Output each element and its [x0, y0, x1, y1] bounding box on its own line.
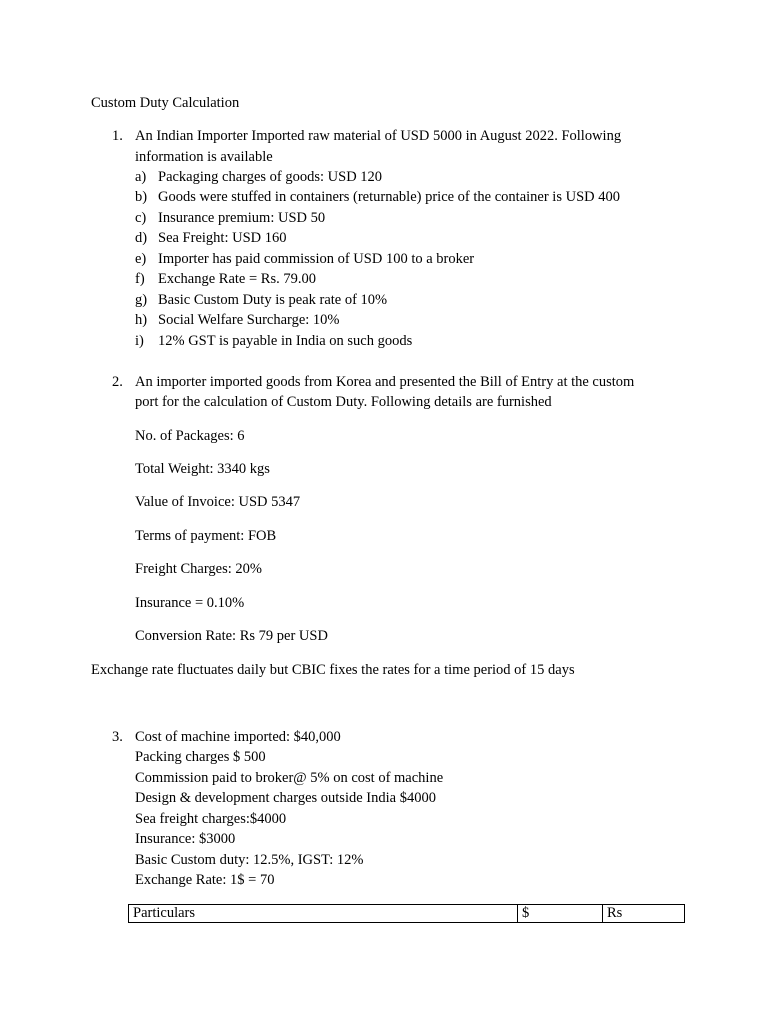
- q2-number: 2.: [112, 374, 123, 390]
- q1-item-text: Importer has paid commission of USD 100 to a broker: [158, 251, 475, 267]
- exchange-rate-note: Exchange rate fluctuates daily but CBIC fixes the rates for a time period of 15 days: [91, 662, 575, 678]
- q1-text-line2: information is available: [135, 149, 273, 165]
- q3-line: Commission paid to broker@ 5% on cost of machine: [135, 770, 444, 786]
- q2-detail: No. of Packages: 6: [135, 428, 245, 444]
- q3-line: Packing charges $ 500: [135, 749, 266, 765]
- q2-detail: Total Weight: 3340 kgs: [135, 461, 270, 477]
- q2-detail: Terms of payment: FOB: [135, 528, 277, 544]
- q1-item-label: b): [135, 189, 148, 205]
- q1-item-text: Packaging charges of goods: USD 120: [158, 169, 383, 185]
- q1-item-label: f): [135, 271, 145, 287]
- q1-item-label: d): [135, 230, 148, 246]
- q1-item-text: Social Welfare Surcharge: 10%: [158, 312, 340, 328]
- q2-detail: Conversion Rate: Rs 79 per USD: [135, 628, 328, 644]
- q3-line: Basic Custom duty: 12.5%, IGST: 12%: [135, 852, 364, 868]
- q1-item-text: Insurance premium: USD 50: [158, 210, 326, 226]
- q2-text-line1: An importer imported goods from Korea and presented the Bill of Entry at the custom: [135, 374, 635, 390]
- q2-detail: Value of Invoice: USD 5347: [135, 494, 301, 510]
- table-header-particulars: Particulars: [129, 905, 518, 923]
- table-header-usd: $: [518, 905, 603, 923]
- q1-text-line1: An Indian Importer Imported raw material of USD 5000 in August 2022. Following: [135, 128, 622, 144]
- q1-item-text: Sea Freight: USD 160: [158, 230, 287, 246]
- q1-item-text: 12% GST is payable in India on such goods: [158, 333, 413, 349]
- q1-item-label: c): [135, 210, 147, 226]
- document-title: Custom Duty Calculation: [91, 95, 240, 111]
- q3-line: Insurance: $3000: [135, 831, 236, 847]
- q2-detail: Freight Charges: 20%: [135, 561, 262, 577]
- table-header-rs: Rs: [603, 905, 685, 923]
- q1-item-label: h): [135, 312, 148, 328]
- q1-item-label: a): [135, 169, 147, 185]
- q1-number: 1.: [112, 128, 123, 144]
- q2-detail: Insurance = 0.10%: [135, 595, 245, 611]
- q3-line: Design & development charges outside India $4000: [135, 790, 436, 806]
- q1-item-text: Basic Custom Duty is peak rate of 10%: [158, 292, 388, 308]
- q3-line: Exchange Rate: 1$ = 70: [135, 872, 275, 888]
- q1-item-label: i): [135, 333, 144, 349]
- q3-line: Cost of machine imported: $40,000: [135, 729, 341, 745]
- q1-item-label: g): [135, 292, 148, 308]
- particulars-table: [128, 904, 685, 923]
- table-header-row: [129, 905, 685, 923]
- q1-item-label: e): [135, 251, 147, 267]
- q1-item-text: Exchange Rate = Rs. 79.00: [158, 271, 316, 287]
- q3-line: Sea freight charges:$4000: [135, 811, 287, 827]
- q3-number: 3.: [112, 729, 123, 745]
- q2-text-line2: port for the calculation of Custom Duty. Following details are furnished: [135, 394, 552, 410]
- q1-item-text: Goods were stuffed in containers (returnable) price of the container is USD 400: [158, 189, 620, 205]
